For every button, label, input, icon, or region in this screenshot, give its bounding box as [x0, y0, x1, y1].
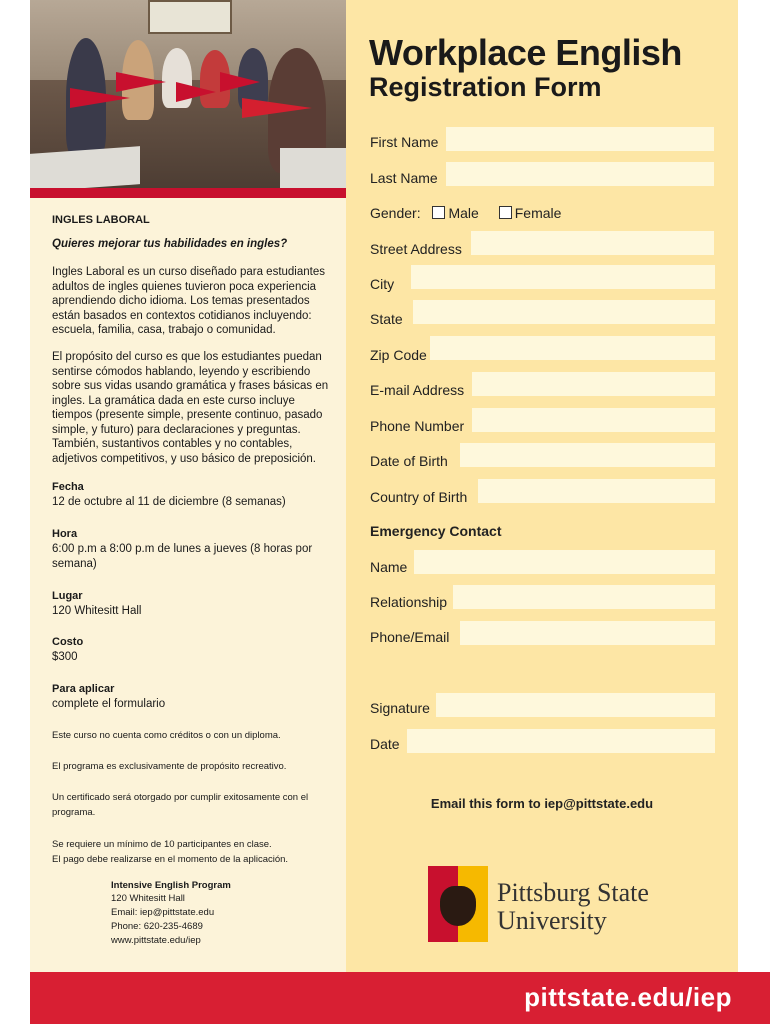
first-name-field[interactable] — [446, 127, 714, 151]
gorilla-logo-icon — [428, 866, 488, 942]
emergency-name-field[interactable] — [414, 550, 715, 574]
gender-label — [370, 205, 561, 221]
last-name-field[interactable] — [446, 162, 714, 186]
email-address-field[interactable] — [472, 372, 715, 396]
zip-code-field[interactable] — [430, 336, 715, 360]
program-name: Intensive English Program — [111, 880, 231, 891]
course-question: Quieres mejorar tus habilidades en ingles? — [52, 238, 288, 250]
program-phone: Phone: 620-235-4689 — [111, 921, 203, 932]
fecha-label: Fecha — [52, 481, 84, 493]
course-heading: INGLES LABORAL — [52, 214, 150, 226]
gender-male-option[interactable] — [432, 205, 478, 221]
footer-url[interactable]: pittstate.edu/iep — [524, 982, 732, 1012]
lugar-label: Lugar — [52, 590, 83, 602]
form-title: Workplace English — [369, 32, 682, 73]
note-payment: El pago debe realizarse en el momento de la aplicación. — [52, 854, 289, 865]
class-photo — [30, 0, 346, 188]
university-name-line2: University — [497, 906, 607, 935]
phone-number-label: Phone Number — [370, 418, 465, 434]
note-credits: Este curso no cuenta como créditos o con un diploma. — [52, 730, 281, 741]
program-web: www.pittstate.edu/iep — [111, 935, 201, 946]
relationship-label: Relationship — [370, 594, 448, 610]
phone-email-label: Phone/Email — [370, 629, 450, 645]
male-label: Male — [448, 205, 479, 221]
university-name-line1: Pittsburg State — [497, 878, 649, 907]
last-name-label: Last Name — [370, 170, 438, 186]
date-of-birth-field[interactable] — [460, 443, 715, 467]
aplicar-value: complete el formulario — [52, 698, 166, 710]
hora-value: 6:00 p.m a 8:00 p.m de lunes a jueves (8 horas por semana) — [52, 543, 313, 570]
lugar-value: 120 Whitesitt Hall — [52, 605, 142, 617]
first-name-label: First Name — [370, 134, 439, 150]
program-address: 120 Whitesitt Hall — [111, 893, 185, 904]
course-description-1: Ingles Laboral es un curso diseñado para estudiantes adultos de ingles quienes tuvieron poca experiencia aprendiendo dicho idioma. Los temas presentados están basados en contextos cotidianos incluyendo: escuela, familia, casa, trabajo o comunidad. — [52, 266, 325, 336]
street-address-field[interactable] — [471, 231, 714, 255]
male-checkbox[interactable] — [432, 206, 445, 219]
costo-label: Costo — [52, 636, 84, 648]
gender-text: Gender: — [370, 205, 421, 221]
emergency-name-label: Name — [370, 559, 408, 575]
street-address-label: Street Address — [370, 241, 462, 257]
note-recreational: El programa es exclusivamente de propósito recreativo. — [52, 761, 287, 772]
state-label: State — [370, 311, 403, 327]
state-field[interactable] — [413, 300, 715, 324]
email-address-label: E-mail Address — [370, 382, 465, 398]
country-of-birth-label: Country of Birth — [370, 489, 468, 505]
fecha-value: 12 de octubre al 11 de diciembre (8 semanas) — [52, 496, 286, 508]
aplicar-label: Para aplicar — [52, 683, 115, 695]
phone-email-field[interactable] — [460, 621, 715, 645]
country-of-birth-field[interactable] — [478, 479, 715, 503]
date-of-birth-label: Date of Birth — [370, 453, 448, 469]
form-subtitle: Registration Form — [369, 72, 602, 102]
emergency-contact-heading: Emergency Contact — [370, 523, 502, 539]
note-certificate: Un certificado será otorgado por cumplir exitosamente con el programa. — [52, 792, 309, 818]
hora-label: Hora — [52, 528, 78, 540]
zip-code-label: Zip Code — [370, 347, 427, 363]
female-checkbox[interactable] — [499, 206, 512, 219]
date-field[interactable] — [407, 729, 715, 753]
email-instructions: Email this form to iep@pittstate.edu — [430, 796, 654, 811]
photo-divider — [30, 188, 346, 198]
program-email: Email: iep@pittstate.edu — [111, 907, 215, 918]
relationship-field[interactable] — [453, 585, 715, 609]
phone-number-field[interactable] — [472, 408, 715, 432]
gender-female-option[interactable] — [499, 205, 562, 221]
course-description-2: El propósito del curso es que los estudiantes puedan sentirse cómodos hablando, leyendo y escribiendo sobre sus vidas usando gramática y frases básicas en ingles. La gramática dada en este curso incluye tiempos (presente simple, presente continuo, pasado simple, y futuro) para declaraciones y preguntas. También, sustantivos contables y no contables, adjetivos competitivos, y uso básico de preposición. — [52, 351, 329, 465]
footer-bar — [30, 972, 770, 1024]
note-minimum: Se requiere un mínimo de 10 participantes en clase. — [52, 839, 272, 850]
city-label: City — [370, 276, 395, 292]
city-field[interactable] — [411, 265, 715, 289]
costo-value: $300 — [52, 651, 78, 663]
female-label: Female — [514, 205, 562, 221]
date-label: Date — [370, 736, 400, 752]
signature-label: Signature — [370, 700, 430, 716]
signature-field[interactable] — [436, 693, 715, 717]
